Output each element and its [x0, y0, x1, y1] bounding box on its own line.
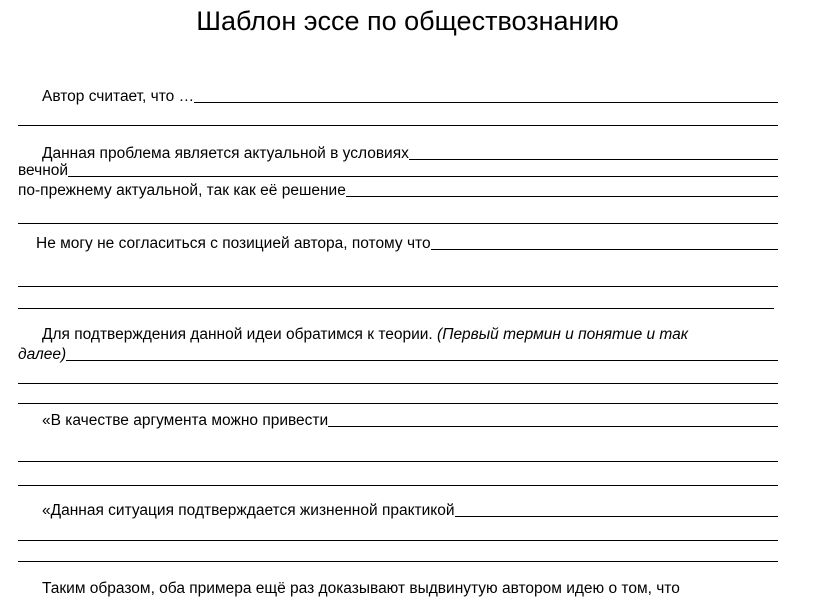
author-thinks-text: Автор считает, что … — [42, 88, 195, 105]
blank-line[interactable] — [431, 249, 778, 250]
agree-text: Не могу не согласиться с позицией автора, потому что — [36, 235, 431, 252]
still-actual-text: по-прежнему актуальной, так как её решение — [18, 182, 346, 199]
blank-line[interactable] — [18, 286, 778, 287]
problem-actual-text: Данная проблема является актуальной в условиях — [42, 145, 409, 162]
line-theory-cont — [18, 346, 778, 363]
line-theory — [18, 326, 778, 343]
line-still-actual — [18, 182, 778, 199]
blank-line[interactable] — [455, 516, 778, 517]
line-author-thinks — [18, 88, 778, 105]
practice-text: «Данная ситуация подтверждается жизненной практикой — [42, 502, 455, 519]
blank-line[interactable] — [18, 485, 778, 486]
line-practice — [18, 502, 778, 519]
theory-text: Для подтверждения данной идеи обратимся к теории. — [42, 326, 433, 343]
blank-line[interactable] — [18, 125, 778, 126]
blank-line[interactable] — [18, 308, 774, 309]
line-agree — [18, 235, 778, 252]
theory-hint-text: (Первый термин и понятие и так — [437, 326, 689, 343]
document-title: Шаблон эссе по обществознанию — [196, 6, 619, 36]
line-conclusion — [18, 580, 778, 597]
theory-hint-end-text: далее) — [18, 346, 67, 363]
line-eternal — [18, 162, 778, 179]
blank-line[interactable] — [328, 426, 778, 427]
blank-line[interactable] — [194, 102, 778, 103]
blank-line[interactable] — [346, 196, 778, 197]
eternal-text: вечной — [18, 162, 69, 179]
blank-line[interactable] — [18, 223, 778, 224]
blank-line[interactable] — [18, 540, 778, 541]
blank-line[interactable] — [18, 403, 778, 404]
argument-text: «В качестве аргумента можно привести — [42, 412, 329, 429]
blank-line[interactable] — [409, 159, 778, 160]
blank-line[interactable] — [18, 461, 778, 462]
blank-line[interactable] — [18, 561, 778, 562]
line-argument — [18, 412, 778, 429]
blank-line[interactable] — [68, 176, 778, 177]
blank-line[interactable] — [66, 360, 778, 361]
line-problem-actual — [18, 145, 778, 162]
blank-line[interactable] — [18, 383, 778, 384]
conclusion-text: Таким образом, оба примера ещё раз доказывают выдвинутую автором идею о том, что — [42, 580, 680, 597]
